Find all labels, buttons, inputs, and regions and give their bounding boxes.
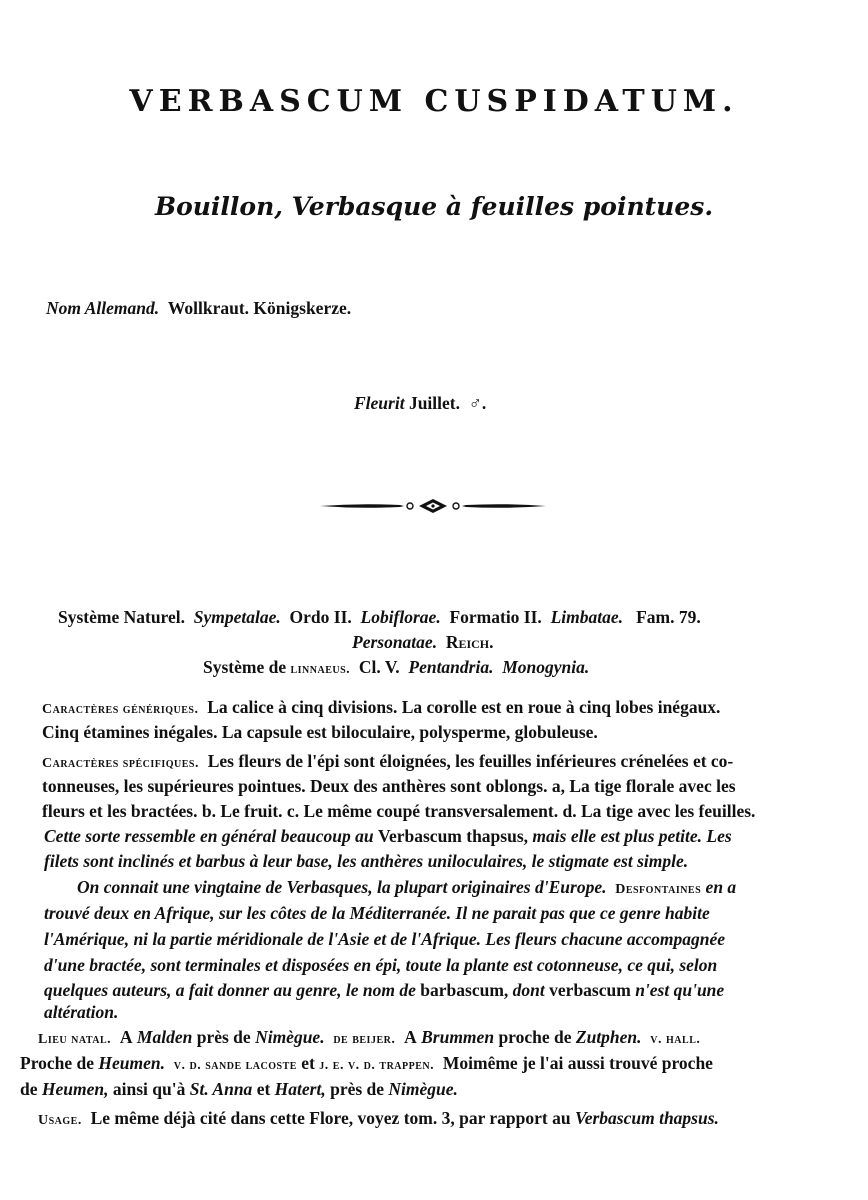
- formatio: Formatio II.: [449, 607, 542, 627]
- vernacular-label: Nom Allemand.: [46, 298, 160, 318]
- system-line-1: [58, 607, 701, 628]
- ornament-divider-icon: [320, 497, 546, 515]
- habitat-text: proche de: [498, 1027, 572, 1047]
- page-title: VERBASCUM CUSPIDATUM.: [129, 84, 739, 119]
- generic-characters-text: La calice à cinq divisions. La corolle est en roue à cinq lobes inégaux.: [207, 697, 721, 717]
- generic-characters-line-2: Cinq étamines inégales. La capsule est biloculaire, polysperme, globuleuse.: [42, 722, 598, 742]
- systeme-de: Système de: [203, 657, 287, 677]
- flowering-line: [354, 393, 486, 414]
- family-number: Fam. 79.: [636, 607, 701, 627]
- habitat-text: près de: [330, 1079, 385, 1099]
- specific-characters-text: Les fleurs de l'épi sont éloignées, les feuilles inférieures crénelées et co-: [207, 751, 734, 771]
- classis: Cl. V.: [358, 657, 400, 677]
- place-heumen: Heumen,: [41, 1079, 109, 1099]
- note-line-2: filets sont inclinés et barbus à leur base, les anthères uniloculaires, le stigmate est simple.: [44, 851, 689, 871]
- reich-author: Reich.: [445, 632, 494, 652]
- habitat-line-2: [20, 1053, 713, 1074]
- habitat-label: Lieu natal.: [38, 1032, 112, 1047]
- habitat-line-1: [38, 1027, 700, 1048]
- habitat-text: près de: [196, 1027, 251, 1047]
- place-heumen: Heumen.: [98, 1053, 166, 1073]
- place-malden: Malden: [136, 1027, 193, 1047]
- system-line-3: [203, 657, 589, 678]
- place-nimegue: Nimègue.: [255, 1027, 325, 1047]
- habitat-text: Moimême je l'ai aussi trouvé proche: [442, 1053, 713, 1073]
- habitat-text: A: [119, 1027, 133, 1047]
- note-line-6: d'une bractée, sont terminales et disposées en épi, toute la plante est cotonneuse, ce qui, selon: [44, 955, 718, 975]
- note-line-4: trouvé deux en Afrique, sur les côtes de la Méditerranée. Il ne parait pas que ce genre habite: [44, 903, 710, 923]
- limbatae: Limbatae.: [550, 607, 623, 627]
- vernacular-names: Wollkraut. Königskerze.: [167, 298, 352, 318]
- system-line-2: [352, 632, 494, 653]
- habitat-text: et: [301, 1053, 315, 1073]
- place-brummen: Brummen: [421, 1027, 495, 1047]
- note-text: quelques auteurs, a fait donner au genre, le nom de: [44, 980, 416, 1000]
- collector-de-beijer: de beijer.: [333, 1032, 396, 1047]
- ordo: Ordo II.: [289, 607, 352, 627]
- collector-sande-lacoste: v. d. sande lacoste: [173, 1058, 297, 1073]
- note-line-5: l'Amérique, ni la partie méridionale de l'Asie et de l'Afrique. Les fleurs chacune accompagnée: [44, 929, 725, 949]
- specific-characters-line-3: fleurs et les bractées. b. Le fruit. c. Le même coupé transversalement. d. La tige avec les feuilles.: [42, 801, 756, 821]
- habitat-text: et: [256, 1079, 271, 1099]
- specific-characters-line-2: tonneuses, les supérieures pointues. Deux des anthères sont oblongs. a, La tige florale avec les: [42, 776, 736, 796]
- note-line-3: [77, 877, 736, 898]
- note-line-1: [44, 826, 732, 847]
- usage-line: [38, 1108, 719, 1129]
- lobiflorae: Lobiflorae.: [360, 607, 441, 627]
- specific-characters-label: Caractères spécifiques.: [42, 756, 199, 771]
- note-text: Cette sorte ressemble en général beaucoup au: [44, 826, 374, 846]
- collector-trappen: j. e. v. d. trappen.: [319, 1058, 435, 1073]
- specific-characters-line-1: [42, 751, 733, 772]
- personatae: Personatae.: [352, 632, 438, 652]
- note-text: On connait une vingtaine de Verbasques, la plupart originaires d'Europe.: [77, 877, 607, 897]
- page-subtitle: Bouillon, Verbasque à feuilles pointues.: [154, 192, 714, 221]
- linnaeus: linnaeus.: [290, 662, 351, 677]
- habitat-text: ainsi qu'à: [112, 1079, 186, 1099]
- note-line-8: altération.: [44, 1002, 119, 1022]
- generic-characters-line-1: [42, 697, 720, 718]
- pentandria: Pentandria.: [408, 657, 494, 677]
- desfontaines: Desfontaines: [615, 882, 702, 897]
- vernacular-names-line: [46, 298, 351, 319]
- note-text: n'est qu'une: [635, 980, 725, 1000]
- usage-species-ref: Verbascum thapsus.: [574, 1108, 719, 1128]
- collector-v-hall: v. hall.: [650, 1032, 701, 1047]
- note-line-7: [44, 980, 724, 1001]
- habitat-text: A: [404, 1027, 417, 1047]
- usage-label: Usage.: [38, 1113, 82, 1128]
- sympetalae: Sympetalae.: [193, 607, 281, 627]
- generic-characters-label: Caractères génériques.: [42, 702, 199, 717]
- barbascum: barbascum,: [420, 980, 509, 1000]
- place-st-anna: St. Anna: [189, 1079, 253, 1099]
- note-text: en a: [705, 877, 737, 897]
- biennial-symbol-icon: ♂.: [468, 393, 487, 413]
- habitat-line-3: [20, 1079, 458, 1100]
- flowering-label: Fleurit: [354, 393, 405, 413]
- habitat-text: de: [20, 1079, 38, 1099]
- place-hatert: Hatert,: [274, 1079, 326, 1099]
- habitat-text: Proche de: [20, 1053, 95, 1073]
- verbascum: verbascum: [549, 980, 631, 1000]
- place-zutphen: Zutphen.: [575, 1027, 642, 1047]
- verbascum-thapsus-ref: Verbascum thapsus,: [377, 826, 529, 846]
- system-naturel-label: Système Naturel.: [58, 607, 186, 627]
- flowering-month: Juillet.: [408, 393, 460, 413]
- note-text: mais elle est plus petite. Les: [532, 826, 732, 846]
- place-nimegue: Nimègue.: [388, 1079, 458, 1099]
- monogynia: Monogynia.: [502, 657, 590, 677]
- usage-text: Le même déjà cité dans cette Flore, voyez tom. 3, par rapport au: [90, 1108, 571, 1128]
- note-text: dont: [512, 980, 545, 1000]
